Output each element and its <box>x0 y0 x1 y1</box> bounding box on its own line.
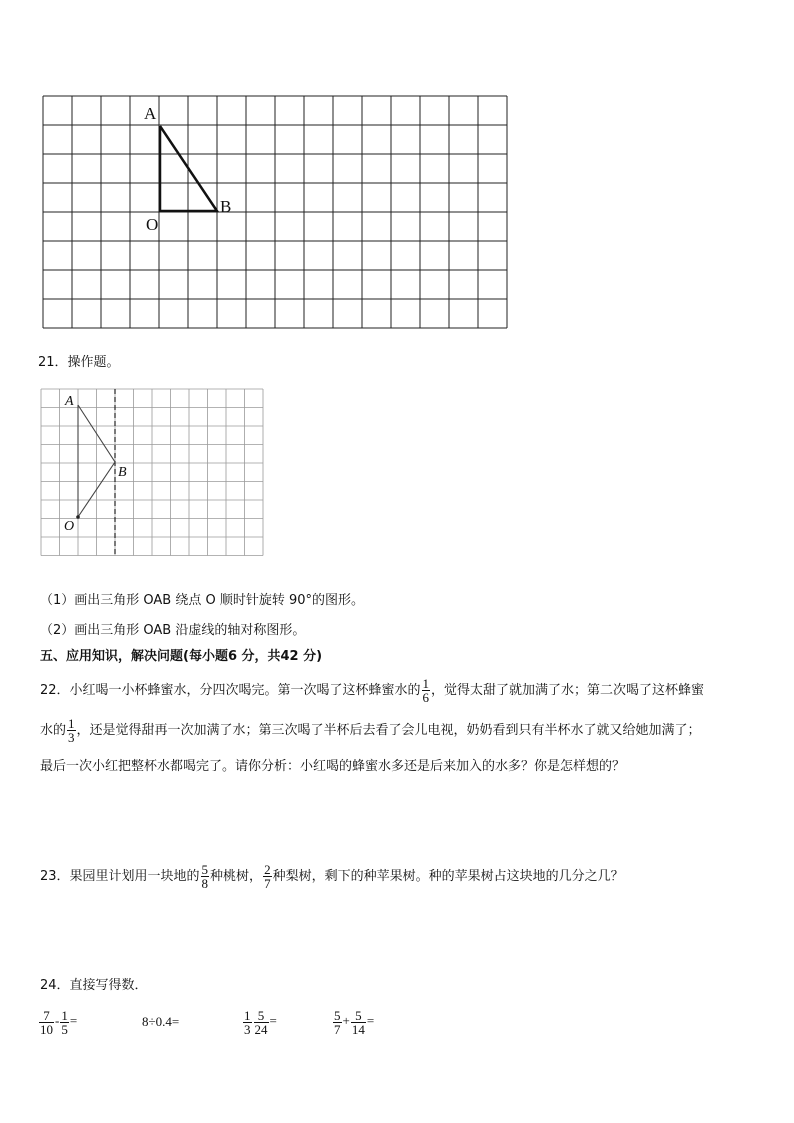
q24-expr1-op: - <box>55 1013 60 1028</box>
q22-line2-text-b: ，还是觉得甜再一次加满了水；第三次喝了半杯后去看了会儿电视，奶奶看到只有半杯水了就又给她加满了； <box>76 723 701 738</box>
q21-item1: （1）画出三角形 OAB 绕点 O 顺时针旋转 90°的图形。 <box>40 593 365 608</box>
section5-heading: 五、应用知识，解决问题(每小题6 分，共42 分) <box>40 649 323 664</box>
q24-expr1-frac-a <box>39 1009 54 1036</box>
frac-denominator: 5 <box>61 1021 68 1037</box>
q24-expr2: 8÷0.4= <box>142 1014 180 1029</box>
q22-line1-text-b: ，觉得太甜了就加满了水；第二次喝了这杯蜂蜜 <box>431 683 705 698</box>
grid2-label-o: O <box>64 519 75 534</box>
q24-expr3 <box>242 1008 277 1036</box>
q24-expr3-frac-a <box>243 1009 252 1036</box>
frac-denominator: 6 <box>422 690 430 705</box>
frac-numerator: 1 <box>61 1007 68 1023</box>
grid1-label-a: A <box>144 104 157 123</box>
q21-item2: （2）画出三角形 OAB 沿虚线的轴对称图形。 <box>40 623 306 638</box>
q22-line2 <box>40 717 701 744</box>
q24-title: 24．直接写得数． <box>40 978 148 993</box>
q22-line1 <box>40 677 704 704</box>
frac-numerator: 5 <box>201 862 209 877</box>
q24-expr3-eq: = <box>269 1013 277 1028</box>
q23-text-b: 种桃树， <box>210 869 263 884</box>
frac-denominator: 3 <box>244 1021 251 1037</box>
frac-numerator: 5 <box>355 1007 362 1023</box>
q24-expr1-frac-b <box>60 1009 69 1036</box>
frac-numerator: 1 <box>422 676 430 691</box>
q24-expr4-eq: = <box>366 1013 375 1028</box>
frac-numerator: 2 <box>264 862 271 877</box>
frac-numerator: 1 <box>244 1007 251 1023</box>
q22-line2-text-a: 水的 <box>40 723 67 738</box>
q22-fraction-1-3 <box>67 717 76 744</box>
q23-fraction-5-8 <box>201 863 210 890</box>
q24-expr4-frac-b <box>351 1009 366 1036</box>
q21-title: 21．操作题。 <box>38 355 120 370</box>
q22-line1-text-a: 22．小红喝一小杯蜂蜜水，分四次喝完。第一次喝了这杯蜂蜜水的 <box>40 683 421 698</box>
frac-numerator: 7 <box>43 1007 50 1023</box>
q24-expr4-frac-a <box>333 1009 342 1036</box>
q24-expr4-op: + <box>342 1013 350 1028</box>
grid1-label-b: B <box>220 197 232 216</box>
grid-triangle-oab-1 <box>40 92 512 330</box>
point-o-dot <box>76 515 80 519</box>
frac-denominator: 7 <box>334 1021 341 1037</box>
q23-fraction-2-7 <box>263 863 272 890</box>
frac-numerator: 5 <box>334 1007 341 1023</box>
grid2-label-a: A <box>65 394 74 409</box>
frac-denominator: 3 <box>68 730 75 745</box>
q22-fraction-1-6 <box>422 677 431 704</box>
q24-expr1-eq: = <box>69 1013 78 1028</box>
q23-text-a: 23．果园里计划用一块地的 <box>40 869 200 884</box>
frac-numerator: 5 <box>257 1007 265 1023</box>
grid1-label-o: O <box>146 215 159 234</box>
q23-line <box>40 863 624 890</box>
frac-denominator: 14 <box>351 1021 365 1037</box>
frac-denominator: 7 <box>264 876 271 891</box>
q24-expr1 <box>38 1008 77 1036</box>
frac-numerator: 1 <box>68 716 75 731</box>
grid-triangle-oab-2 <box>38 386 268 578</box>
q24-expr3-frac-b <box>254 1009 269 1036</box>
q23-text-c: 种梨树，剩下的种苹果树。种的苹果树占这块地的几分之几？ <box>272 869 624 884</box>
grid2-label-b: B <box>118 465 127 480</box>
frac-denominator: 10 <box>40 1021 53 1037</box>
q22-line3: 最后一次小红把整杯水都喝完了。请你分析：小红喝的蜂蜜水多还是后来加入的水多？你是怎样想的？ <box>40 759 626 774</box>
frac-denominator: 24 <box>254 1021 268 1037</box>
frac-denominator: 8 <box>201 876 209 891</box>
q24-expr4 <box>332 1008 374 1036</box>
